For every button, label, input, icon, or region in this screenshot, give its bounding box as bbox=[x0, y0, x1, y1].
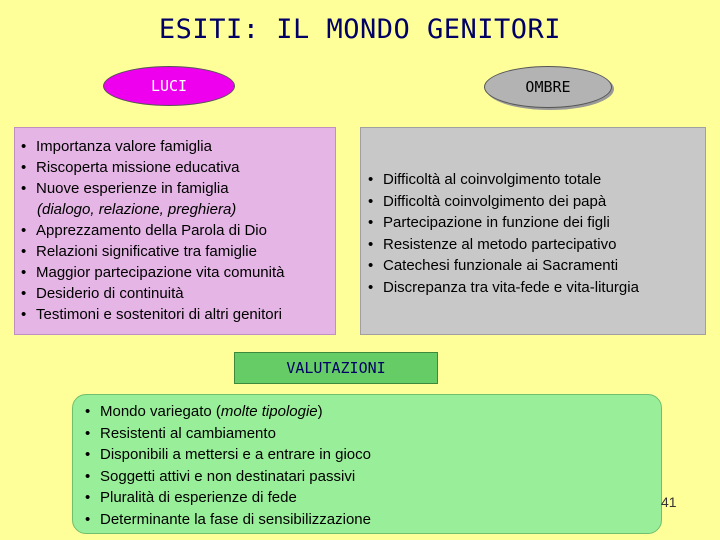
bullet-icon: • bbox=[85, 510, 91, 528]
list-item: • Maggior partecipazione vita comunità bbox=[21, 264, 285, 281]
bullet-icon: • bbox=[21, 138, 27, 155]
list-item: • Resistenze al metodo partecipativo bbox=[368, 234, 705, 256]
list-item: • Testimoni e sostenitori di altri genitori bbox=[21, 306, 282, 323]
bullet-icon: • bbox=[21, 264, 27, 281]
bullet-icon: • bbox=[21, 159, 27, 176]
list-item: • Pluralità di esperienze di fede bbox=[85, 487, 661, 509]
list-item: • Nuove esperienze in famiglia bbox=[21, 180, 229, 197]
bullet-icon: • bbox=[368, 278, 374, 296]
list-item: • Relazioni significative tra famiglie bbox=[21, 243, 257, 260]
bullet-icon: • bbox=[85, 467, 91, 485]
valutazioni-label: VALUTAZIONI bbox=[234, 352, 438, 384]
ombre-label: OMBRE bbox=[484, 66, 612, 108]
luci-label: LUCI bbox=[103, 66, 235, 106]
list-item: • Resistenti al cambiamento bbox=[85, 423, 661, 445]
list-subitem: (dialogo, relazione, preghiera) bbox=[37, 201, 237, 218]
bullet-icon: • bbox=[368, 235, 374, 253]
list-item: • Discrepanza tra vita-fede e vita-liturgia bbox=[368, 277, 705, 299]
list-item: • Importanza valore famiglia bbox=[21, 138, 212, 155]
bullet-icon: • bbox=[21, 180, 27, 197]
bullet-icon: • bbox=[85, 489, 91, 506]
luci-list bbox=[21, 136, 335, 325]
bullet-icon: • bbox=[21, 243, 27, 260]
ombre-box bbox=[360, 127, 706, 335]
list-item: • Apprezzamento della Parola di Dio bbox=[21, 222, 267, 239]
list-item: • Mondo variegato (molte tipologie) bbox=[85, 401, 661, 423]
bullet-icon: • bbox=[21, 306, 27, 323]
page-number: 41 bbox=[661, 494, 677, 510]
list-item: • Catechesi funzionale ai Sacramenti bbox=[368, 255, 705, 277]
valutazioni-list bbox=[85, 401, 661, 530]
page-title: ESITI: IL MONDO GENITORI bbox=[158, 14, 562, 45]
list-item: • Desiderio di continuità bbox=[21, 285, 184, 302]
list-item: • Disponibili a mettersi e a entrare in gioco bbox=[85, 444, 661, 466]
bullet-icon: • bbox=[368, 192, 374, 210]
bullet-icon: • bbox=[368, 257, 374, 274]
ombre-list bbox=[368, 169, 705, 298]
bullet-icon: • bbox=[368, 214, 374, 231]
list-item: • Soggetti attivi e non destinatari passivi bbox=[85, 466, 661, 488]
bullet-icon: • bbox=[21, 285, 27, 302]
valutazioni-box bbox=[72, 394, 662, 534]
list-item: • Partecipazione in funzione dei figli bbox=[368, 212, 705, 234]
bullet-icon: • bbox=[368, 171, 374, 188]
list-item: • Difficoltà coinvolgimento dei papà bbox=[368, 191, 705, 213]
bullet-icon: • bbox=[85, 446, 91, 463]
list-item: • Riscoperta missione educativa bbox=[21, 159, 240, 176]
bullet-icon: • bbox=[85, 403, 91, 420]
bullet-icon: • bbox=[21, 222, 27, 239]
bullet-icon: • bbox=[85, 424, 91, 442]
list-item: • Determinante la fase di sensibilizzazione bbox=[85, 509, 661, 531]
luci-box bbox=[14, 127, 336, 335]
list-item: • Difficoltà al coinvolgimento totale bbox=[368, 169, 705, 191]
